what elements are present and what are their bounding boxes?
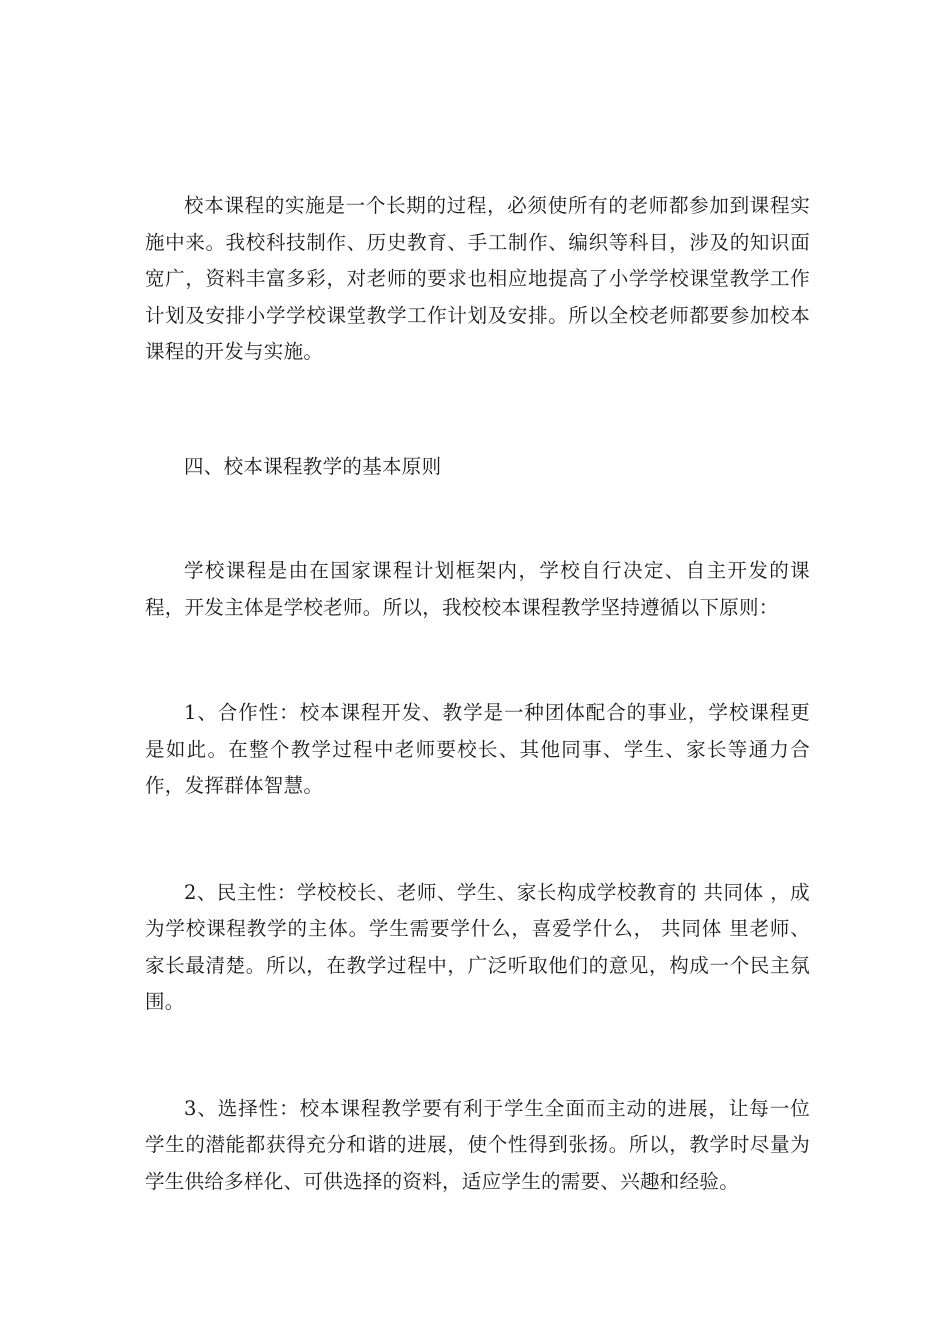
paragraph-principle-cooperation: 1、合作性：校本课程开发、教学是一种团体配合的事业，学校课程更是如此。在整个教学过程中老师要校长、其他同事、学生、家长等通力合作，发挥群体智慧。 <box>145 701 810 797</box>
paragraph-principle-choice: 3、选择性：校本课程教学要有利于学生全面而主动的进展，让每一位学生的潜能都获得充分和谐的进展，使个性得到张扬。所以，教学时尽量为学生供给多样化、可供选择的资料，适应学生的需要、兴趣和经验。 <box>145 1096 810 1193</box>
paragraph-principle-democracy: 2、民主性：学校校长、老师、学生、家长构成学校教育的 共同体 ，成为学校课程教学的主体。学生需要学什么，喜爱学什么， 共同体 里老师、家长最清楚。所以，在教学过程中，广泛听取他们的意见，构成一个民主氛围。 <box>145 880 810 1013</box>
section-heading-principles: 四、校本课程教学的基本原则 <box>184 454 442 478</box>
paragraph-implementation: 校本课程的实施是一个长期的过程，必须使所有的老师都参加到课程实施中来。我校科技制作、历史教育、手工制作、编织等科目，涉及的知识面宽广，资料丰富多彩，对老师的要求也相应地提高了小学学校课堂教学工作计划及安排小学学校课堂教学工作计划及安排。所以全校老师都要参加校本课程的开发与实施。 <box>145 194 810 363</box>
document-body <box>145 188 810 1200</box>
paragraph-school-curriculum: 学校课程是由在国家课程计划框架内，学校自行决定、自主开发的课程，开发主体是学校老师。所以，我校校本课程教学坚持遵循以下原则： <box>145 559 810 619</box>
